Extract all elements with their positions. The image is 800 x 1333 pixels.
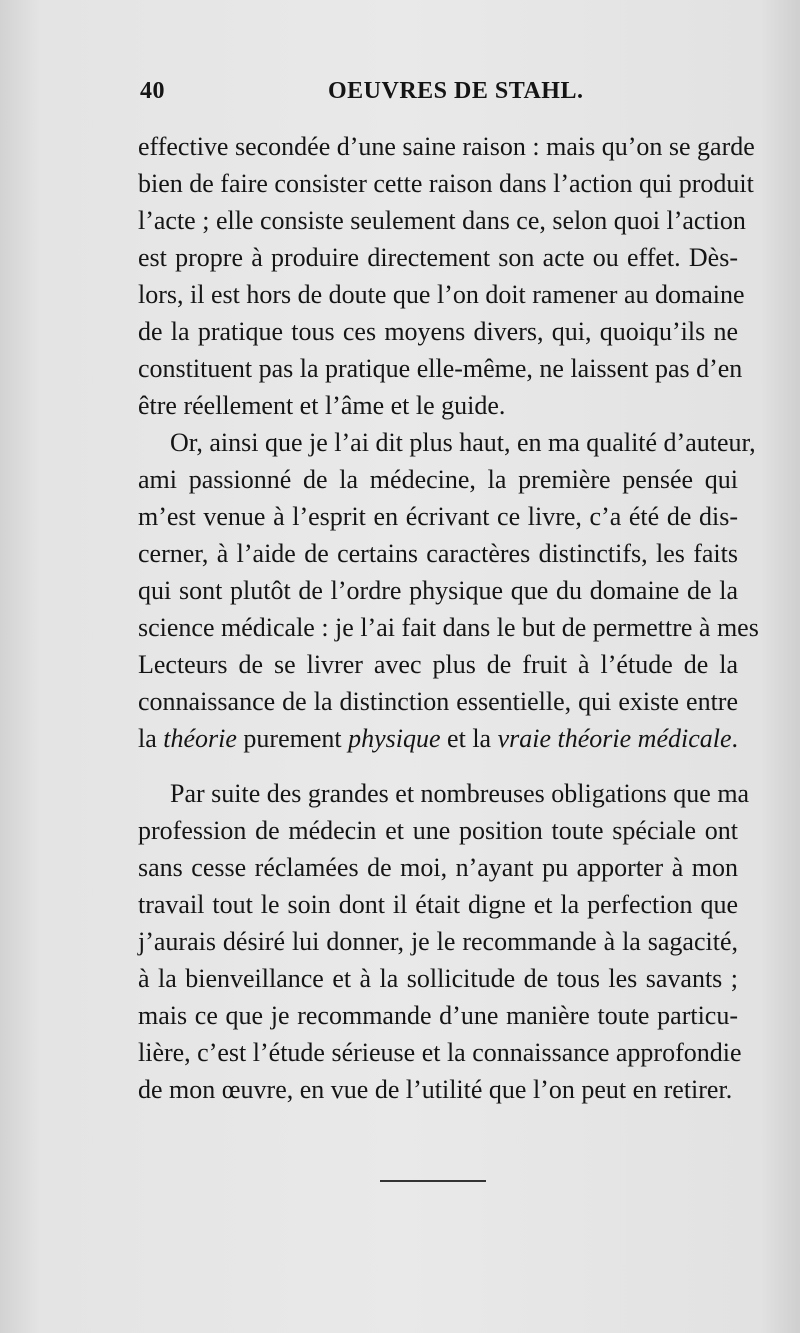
text-line: Lecteurs de se livrer avec plus de fruit à l’étude de la: [138, 650, 738, 679]
text-line: bien de faire consister cette raison dans l’action qui produit: [138, 169, 754, 198]
text-line: de la pratique tous ces moyens divers, qui, quoiqu’ils ne: [138, 317, 738, 346]
text-line: travail tout le soin dont il était digne et la perfection que: [138, 890, 738, 919]
running-title: OEUVRES DE STAHL.: [328, 78, 584, 104]
text-line: sans cesse réclamées de moi, n’ayant pu apporter à mon: [138, 853, 738, 882]
section-rule: [380, 1180, 486, 1182]
text-line: cerner, à l’aide de certains caractères distinctifs, les faits: [138, 539, 738, 568]
text-line: être réellement et l’âme et le guide.: [138, 391, 506, 420]
text-line: lière, c’est l’étude sérieuse et la connaissance approfondie: [138, 1038, 742, 1067]
text-line: Par suite des grandes et nombreuses obligations que ma: [170, 779, 750, 808]
body-text: [138, 128, 759, 1108]
paragraph-2: [138, 424, 759, 757]
italic-vraie-theorie-medicale: vraie théorie médicale: [497, 724, 732, 753]
text-fragment: purement: [236, 724, 349, 753]
italic-theorie: théorie: [163, 724, 237, 753]
text-line: effective secondée d’une saine raison : mais qu’on se garde: [138, 132, 755, 161]
paragraph-gap: [138, 757, 738, 775]
text-line: à la bienveillance et à la sollicitude de tous les savants ;: [138, 964, 738, 993]
text-line: j’aurais désiré lui donner, je le recommande à la sagacité,: [138, 927, 738, 956]
page-number: 40: [140, 78, 165, 104]
text-line: qui sont plutôt de l’ordre physique que du domaine de la: [138, 576, 738, 605]
paragraph-3: [138, 775, 750, 1108]
paragraph-1: [138, 128, 755, 424]
text-fragment: la: [138, 724, 164, 753]
text-line-emphasis: [138, 720, 738, 757]
italic-physique: physique: [348, 724, 441, 753]
text-line: science médicale : je l’ai fait dans le but de permettre à mes: [138, 613, 759, 642]
text-line: l’acte ; elle consiste seulement dans ce, selon quoi l’action: [138, 206, 746, 235]
text-line: profession de médecin et une position toute spéciale ont: [138, 816, 738, 845]
text-line: est propre à produire directement son acte ou effet. Dès-: [138, 243, 738, 272]
text-line: connaissance de la distinction essentielle, qui existe entre: [138, 687, 738, 716]
page-header: [140, 78, 740, 118]
text-line: lors, il est hors de doute que l’on doit ramener au domaine: [138, 280, 745, 309]
text-line: mais ce que je recommande d’une manière toute particu-: [138, 1001, 738, 1030]
text-line: m’est venue à l’esprit en écrivant ce livre, c’a été de dis-: [138, 502, 738, 531]
text-line: de mon œuvre, en vue de l’utilité que l’on peut en retirer.: [138, 1075, 733, 1104]
text-fragment: .: [731, 724, 739, 753]
text-line: Or, ainsi que je l’ai dit plus haut, en ma qualité d’auteur,: [170, 428, 756, 457]
text-fragment: et la: [440, 724, 498, 753]
text-line: constituent pas la pratique elle-même, ne laissent pas d’en: [138, 354, 743, 383]
text-line: ami passionné de la médecine, la première pensée qui: [138, 465, 738, 494]
